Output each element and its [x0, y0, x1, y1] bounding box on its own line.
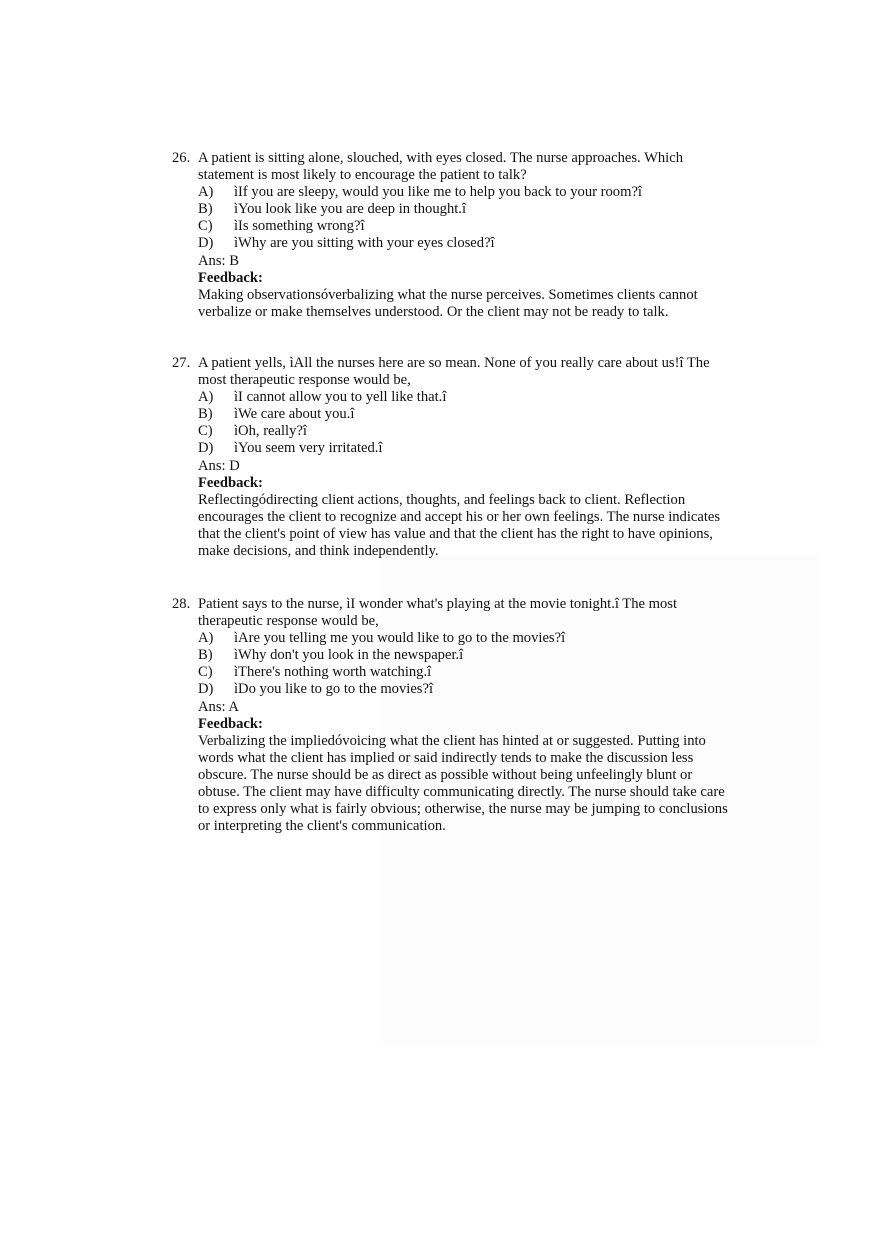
- option-letter: A): [198, 184, 214, 201]
- option-text: ìThere's nothing worth watching.î: [234, 664, 432, 681]
- feedback-label: Feedback:: [198, 715, 263, 732]
- question-body: [198, 150, 732, 321]
- question-stem: A patient yells, ìAll the nurses here are so mean. None of you really care about us!î The most therapeutic response would be,: [198, 355, 710, 389]
- option-c: [198, 423, 732, 440]
- question-body: [198, 596, 732, 835]
- option-letter: B): [198, 647, 213, 664]
- option-letter: D): [198, 235, 214, 252]
- option-c: [198, 218, 732, 235]
- question-number: 28.: [172, 596, 191, 612]
- answer-line: Ans: A: [198, 698, 239, 715]
- question-number: 26.: [172, 150, 191, 166]
- question-26: [172, 150, 732, 321]
- option-d: [198, 440, 732, 457]
- feedback-text: Verbalizing the impliedóvoicing what the client has hinted at or suggested. Putting into words what the client has implied or said indirectly tends to make the discussion less obscure. The nurse should be as direct as possible without being unfeelingly blunt or obtuse. The client may have difficulty communicating directly. The nurse should take care to express only what is fairly obvious; otherwise, the nurse may be jumping to conclusions or interpreting the client's communication.: [198, 732, 728, 835]
- option-a: [198, 184, 732, 201]
- option-text: ìOh, really?î: [234, 423, 307, 440]
- option-b: [198, 406, 732, 423]
- option-text: ìWe care about you.î: [234, 406, 355, 423]
- option-letter: A): [198, 630, 214, 647]
- option-text: ìDo you like to go to the movies?î: [234, 681, 434, 698]
- option-text: ìIs something wrong?î: [234, 218, 365, 235]
- question-stem: Patient says to the nurse, ìI wonder what's playing at the movie tonight.î The most therapeutic response would be,: [198, 596, 678, 630]
- option-letter: C): [198, 218, 213, 235]
- option-text: ìWhy don't you look in the newspaper.î: [234, 647, 464, 664]
- option-letter: B): [198, 201, 213, 218]
- option-text: ìYou seem very irritated.î: [234, 440, 383, 457]
- option-d: [198, 235, 732, 252]
- question-row: [172, 596, 732, 835]
- option-d: [198, 681, 732, 698]
- question-number: 27.: [172, 355, 191, 371]
- option-text: ìI cannot allow you to yell like that.î: [234, 389, 447, 406]
- question-body: [198, 355, 732, 560]
- answer-line: Ans: D: [198, 457, 240, 474]
- question-28: [172, 596, 732, 835]
- option-a: [198, 389, 732, 406]
- feedback-label: Feedback:: [198, 269, 263, 286]
- option-a: [198, 630, 732, 647]
- option-letter: C): [198, 664, 213, 681]
- option-letter: D): [198, 440, 214, 457]
- option-text: ìAre you telling me you would like to go to the movies?î: [234, 630, 566, 647]
- feedback-label: Feedback:: [198, 474, 263, 491]
- option-b: [198, 201, 732, 218]
- option-letter: A): [198, 389, 214, 406]
- option-text: ìWhy are you sitting with your eyes closed?î: [234, 235, 495, 252]
- option-text: ìYou look like you are deep in thought.î: [234, 201, 466, 218]
- option-b: [198, 647, 732, 664]
- question-row: [172, 150, 732, 321]
- question-27: [172, 355, 732, 560]
- option-letter: B): [198, 406, 213, 423]
- option-text: ìIf you are sleepy, would you like me to help you back to your room?î: [234, 184, 642, 201]
- option-letter: C): [198, 423, 213, 440]
- option-c: [198, 664, 732, 681]
- option-letter: D): [198, 681, 214, 698]
- feedback-text: Reflectingódirecting client actions, thoughts, and feelings back to client. Reflection encourages the client to recognize and accept his or her own feelings. The nurse indicates that the client's point of view has value and that the client has the right to have opinions, make decisions, and think independently.: [198, 491, 721, 560]
- question-row: [172, 355, 732, 560]
- answer-line: Ans: B: [198, 252, 239, 269]
- question-stem: A patient is sitting alone, slouched, with eyes closed. The nurse approaches. Which statement is most likely to encourage the patient to talk?: [198, 150, 683, 184]
- feedback-text: Making observationsóverbalizing what the nurse perceives. Sometimes clients cannot verbalize or make themselves understood. Or the client may not be ready to talk.: [198, 286, 698, 320]
